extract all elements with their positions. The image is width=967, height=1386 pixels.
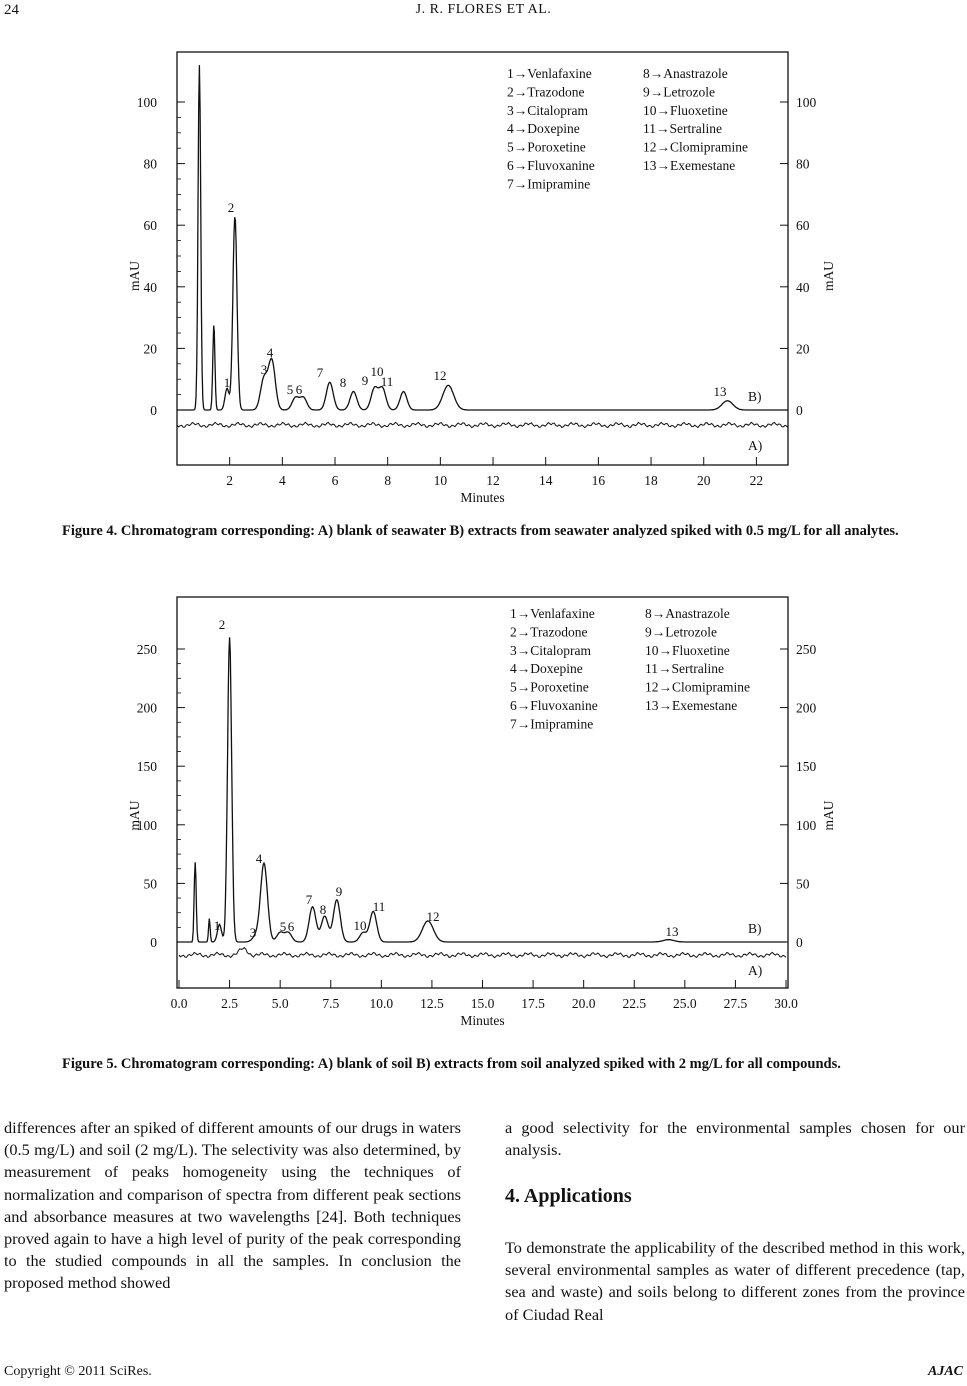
legend-entry: 7→Imipramine [507,176,591,192]
body-left-column: differences after an spiked of different amounts of our drugs in waters (0.5 mg/L) and soil (2 mg/L). The selectivity was also determined, by measurement of peaks homogeneity using the techniques of normalization and comparison of spectra from different peak sections and absorbance measures at two wavelengths [24]. Both techniques proved again to have a high level of purity of the peak corresponding to the studied compounds in all the samples. In conclusion the proposed method showed [4,1118,461,1293]
x-tick-label: 7.5 [322,996,340,1011]
section-heading: 4. Applications [505,1185,632,1207]
y-axis-label: mAU [127,261,142,291]
x-tick-label: 14 [538,473,553,488]
legend-entry: 6→Fluvoxanine [507,158,595,173]
x-axis-label: Minutes [460,490,505,505]
series-label-A: A) [748,438,763,453]
peak-label: 7 [316,365,324,380]
y-tick-label-right: 100 [796,817,817,833]
y-tick-label-right: 20 [796,341,810,357]
y-tick-label-left: 100 [136,95,157,110]
x-tick-label: 18 [644,473,658,488]
y-tick-label-left: 100 [136,817,157,833]
trace-A [177,422,788,427]
x-axis-label: Minutes [460,1013,505,1028]
peak-label: 12 [433,368,447,383]
peak-label: 11 [372,899,386,914]
y-tick-label-right: 200 [796,700,817,716]
peak-label: 4 [266,345,274,360]
peak-label: 2 [227,200,235,215]
legend-entry: 1→Venlafaxine [507,66,592,81]
peak-label: 3 [249,925,257,940]
x-tick-label: 10.0 [369,996,394,1011]
y-tick-label-right: 60 [796,218,810,234]
x-tick-label: 2.5 [221,996,239,1011]
legend-entry: 7→Imipramine [510,716,594,732]
legend-entry: 2→Trazodone [507,84,585,100]
y-axis-label-right: mAU [821,800,836,831]
footer-journal: AJAC [927,1364,963,1379]
x-tick-label: 25.0 [673,996,697,1011]
trace-A [179,948,786,958]
peak-label: 2 [218,617,226,632]
legend-entry: 8→Anastrazole [645,606,730,621]
peak-label: 3 [260,362,268,377]
x-tick-label: 5.0 [271,996,289,1011]
x-tick-label: 17.5 [521,996,545,1011]
peak-label: 9 [361,373,369,388]
legend-entry: 3→Citalopram [510,642,591,658]
legend-entry: 4→Doxepine [507,121,580,137]
x-tick-label: 2 [226,473,234,488]
series-label-A: A) [748,963,763,978]
peak-label: 6 [287,919,295,934]
figure-5-chart [100,585,860,1045]
y-tick-label-left: 40 [143,279,157,295]
peak-label: 10 [370,364,384,379]
y-tick-label-right: 0 [796,403,803,418]
legend-entry: 12→Clomipramine [643,139,748,155]
legend-entry: 10→Fluoxetine [643,102,728,118]
x-tick-label: 22.5 [622,996,647,1011]
figure-4-chart [100,40,860,515]
y-tick-label-right: 0 [796,935,803,950]
peak-label: 7 [305,892,313,907]
y-axis-label-right: mAU [821,261,836,291]
legend-entry: 2→Trazodone [510,624,588,640]
legend-entry: 1→Venlafaxine [510,606,595,621]
legend-entry: 10→Fluoxetine [645,642,730,658]
legend-entry: 9→Letrozole [645,624,717,640]
y-tick-label-right: 50 [796,876,810,892]
legend-entry: 13→Exemestane [645,698,738,713]
x-tick-label: 12 [486,473,500,488]
peak-label: 12 [426,909,440,924]
peak-label: 4 [255,851,263,866]
peak-label: 5 [286,382,294,397]
body-right-column-bottom: To demonstrate the applicability of the described method in this work, several environmental samples as water of different precedence (tap, sea and waste) and soils belong to different zones from the province of Ciudad Real [505,1238,965,1324]
legend-entry: 9→Letrozole [643,84,715,100]
peak-label: 13 [665,924,679,939]
y-tick-label-right: 150 [796,759,817,775]
legend-entry: 11→Sertraline [645,661,724,677]
peak-label: 5 [279,919,287,934]
peak-label: 1 [223,375,231,390]
x-tick-label: 10 [433,473,448,488]
figure-4-caption: Figure 4. Chromatogram corresponding: A) blank of seawater B) extracts from seawater analyzed spiked with 0.5 mg/L for all analytes. [62,523,899,539]
peak-label: 9 [335,884,343,899]
y-tick-label-left: 200 [136,700,157,716]
x-tick-label: 22 [749,473,764,488]
y-tick-label-left: 250 [136,642,157,657]
x-tick-label: 12.5 [420,996,444,1011]
series-label-B: B) [748,389,762,404]
legend-entry: 6→Fluvoxanine [510,698,598,713]
series-label-B: B) [748,921,762,936]
y-tick-label-right: 250 [796,642,817,657]
y-tick-label-left: 80 [143,156,157,172]
y-tick-label-right: 100 [796,95,817,110]
x-tick-label: 15.0 [470,996,495,1011]
y-tick-label-left: 0 [150,403,157,418]
peak-label: 8 [339,375,347,390]
x-tick-label: 20.0 [571,996,596,1011]
y-axis-label: mAU [127,800,142,831]
y-tick-label-right: 40 [796,279,810,295]
x-tick-label: 30.0 [774,996,798,1011]
running-title: J. R. FLORES ET AL. [415,2,552,17]
y-tick-label-left: 20 [143,341,157,357]
legend-entry: 12→Clomipramine [645,679,750,695]
x-tick-label: 0.0 [170,996,188,1011]
legend-entry: 13→Exemestane [643,158,736,173]
y-tick-label-right: 80 [796,156,810,172]
x-tick-label: 8 [384,473,392,488]
peak-label: 6 [295,382,303,397]
x-tick-label: 4 [278,473,286,488]
y-tick-label-left: 50 [143,876,157,892]
y-tick-label-left: 150 [136,759,157,775]
peak-label: 10 [353,918,367,933]
peak-label: 8 [319,902,327,917]
legend-entry: 11→Sertraline [643,121,722,137]
legend-entry: 3→Citalopram [507,102,588,118]
legend-entry: 5→Poroxetine [507,139,586,155]
page-number: 24 [4,2,19,18]
y-tick-label-left: 60 [143,218,157,234]
body-right-column-top: a good selectivity for the environmental samples chosen for our analysis. [505,1118,965,1160]
peak-label: 1 [213,918,221,933]
peak-label: 11 [380,374,394,389]
footer-copyright: Copyright © 2011 SciRes. [4,1364,152,1379]
figure-5-caption: Figure 5. Chromatogram corresponding: A) blank of soil B) extracts from soil analyzed spiked with 2 mg/L for all compounds. [62,1056,841,1072]
y-tick-label-left: 0 [150,935,157,950]
x-tick-label: 6 [331,473,339,488]
x-tick-label: 16 [591,473,606,488]
peak-label: 13 [713,384,727,399]
x-tick-label: 27.5 [723,996,748,1011]
legend-entry: 4→Doxepine [510,661,583,677]
x-tick-label: 20 [696,473,711,488]
legend-entry: 8→Anastrazole [643,66,728,81]
legend-entry: 5→Poroxetine [510,679,589,695]
